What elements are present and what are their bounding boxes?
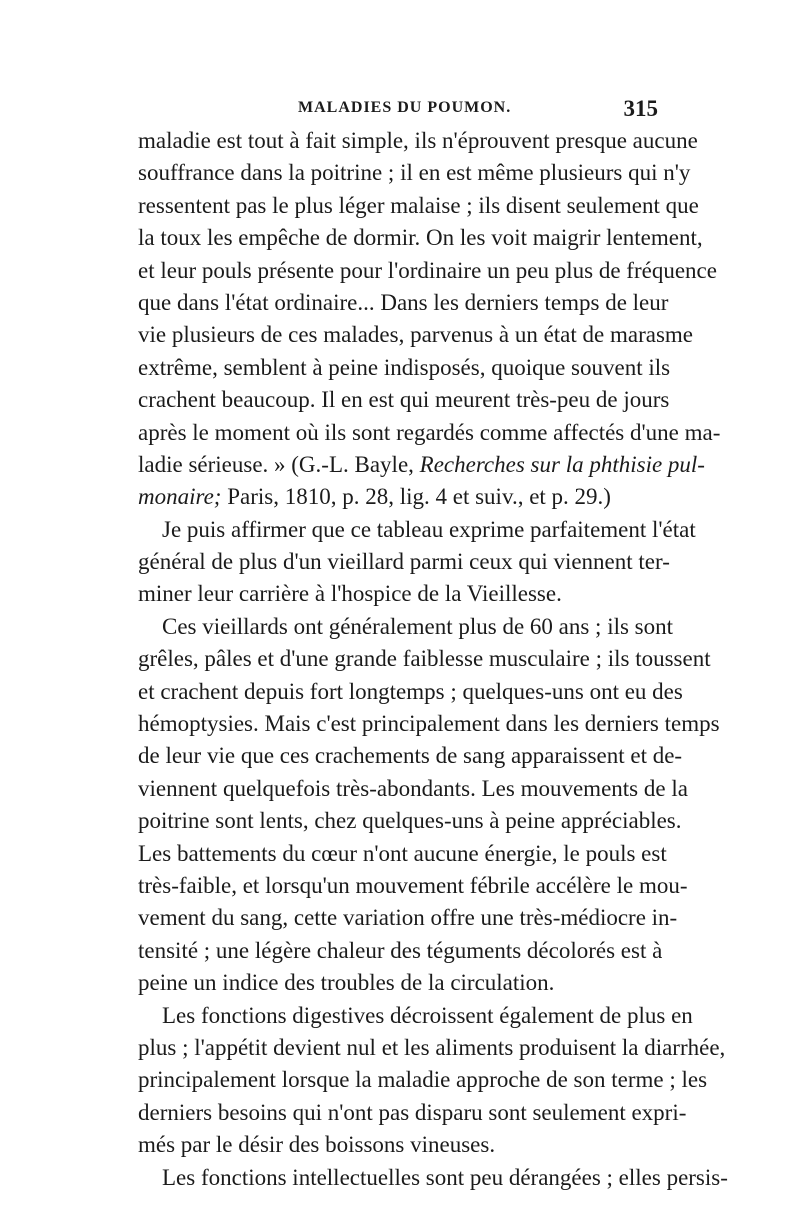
text-line: miner leur carrière à l'hospice de la Vieillesse. xyxy=(138,581,562,607)
text-line: et leur pouls présente pour l'ordinaire un peu plus de fréquence xyxy=(138,257,717,283)
text-line: de leur vie que ces crachements de sang apparaissent et de- xyxy=(138,743,683,769)
text-line: que dans l'état ordinaire... Dans les derniers temps de leur xyxy=(138,289,669,315)
text-line: Les fonctions intellectuelles sont peu dérangées ; elles persis- xyxy=(162,1164,728,1190)
text-line: la toux les empêche de dormir. On les voit maigrir lentement, xyxy=(138,225,703,251)
text-line: derniers besoins qui n'ont pas disparu sont seulement expri- xyxy=(138,1099,687,1125)
text-line: Les fonctions digestives décroissent également de plus en xyxy=(162,1002,693,1028)
running-head xyxy=(138,96,658,126)
page-number: 315 xyxy=(623,96,658,121)
running-title: MALADIES DU POUMON. xyxy=(298,99,512,116)
text-line: hémoptysies. Mais c'est principalement dans les derniers temps xyxy=(138,711,720,737)
text-line: més par le désir des boissons vineuses. xyxy=(138,1132,496,1158)
text-line: extrême, semblent à peine indisposés, quoique souvent ils xyxy=(138,354,671,380)
italic-citation: monaire; xyxy=(138,484,222,510)
text-line: poitrine sont lents, chez quelques-uns à peine appréciables. xyxy=(138,808,682,834)
text-line xyxy=(138,449,705,481)
text-line: plus ; l'appétit devient nul et les aliments produisent la diarrhée, xyxy=(138,1034,726,1060)
text-segment: ladie sérieuse. » (G.-L. Bayle, xyxy=(138,451,420,477)
text-line: viennent quelquefois très-abondants. Les mouvements de la xyxy=(138,775,688,801)
text-line: principalement lorsque la maladie approche de son terme ; les xyxy=(138,1067,708,1093)
text-line: très-faible, et lorsqu'un mouvement fébrile accélère le mou- xyxy=(138,872,688,898)
text-line: Ces vieillards ont généralement plus de 60 ans ; ils sont xyxy=(162,613,674,639)
text-line: vement du sang, cette variation offre une très-médiocre in- xyxy=(138,905,678,931)
text-line: Les battements du cœur n'ont aucune énergie, le pouls est xyxy=(138,840,667,866)
text-line: et crachent depuis fort longtemps ; quelques-uns ont eu des xyxy=(138,678,683,704)
text-line: maladie est tout à fait simple, ils n'éprouvent presque aucune xyxy=(138,128,698,153)
text-line: crachent beaucoup. Il en est qui meurent très-peu de jours xyxy=(138,387,670,413)
text-line: souffrance dans la poitrine ; il en est même plusieurs qui n'y xyxy=(138,160,691,186)
text-line: grêles, pâles et d'une grande faiblesse musculaire ; ils toussent xyxy=(138,646,711,672)
body-text xyxy=(138,125,728,1194)
text-line: ressentent pas le plus léger malaise ; ils disent seulement que xyxy=(138,192,699,218)
text-segment: Paris, 1810, p. 28, lig. 4 et suiv., et p. 29.) xyxy=(221,484,611,510)
text-line: vie plusieurs de ces malades, parvenus à un état de marasme xyxy=(138,322,693,348)
text-line xyxy=(138,481,658,513)
text-line: après le moment où ils sont regardés comme affectés d'une ma- xyxy=(138,419,721,445)
italic-citation: Recherches sur la phthisie pul- xyxy=(419,451,705,477)
text-line: peine un indice des troubles de la circulation. xyxy=(138,970,555,996)
text-line: général de plus d'un vieillard parmi ceux qui viennent ter- xyxy=(138,549,670,575)
text-line: tensité ; une légère chaleur des téguments décolorés est à xyxy=(138,937,663,963)
text-line: Je puis affirmer que ce tableau exprime parfaitement l'état xyxy=(162,516,696,542)
